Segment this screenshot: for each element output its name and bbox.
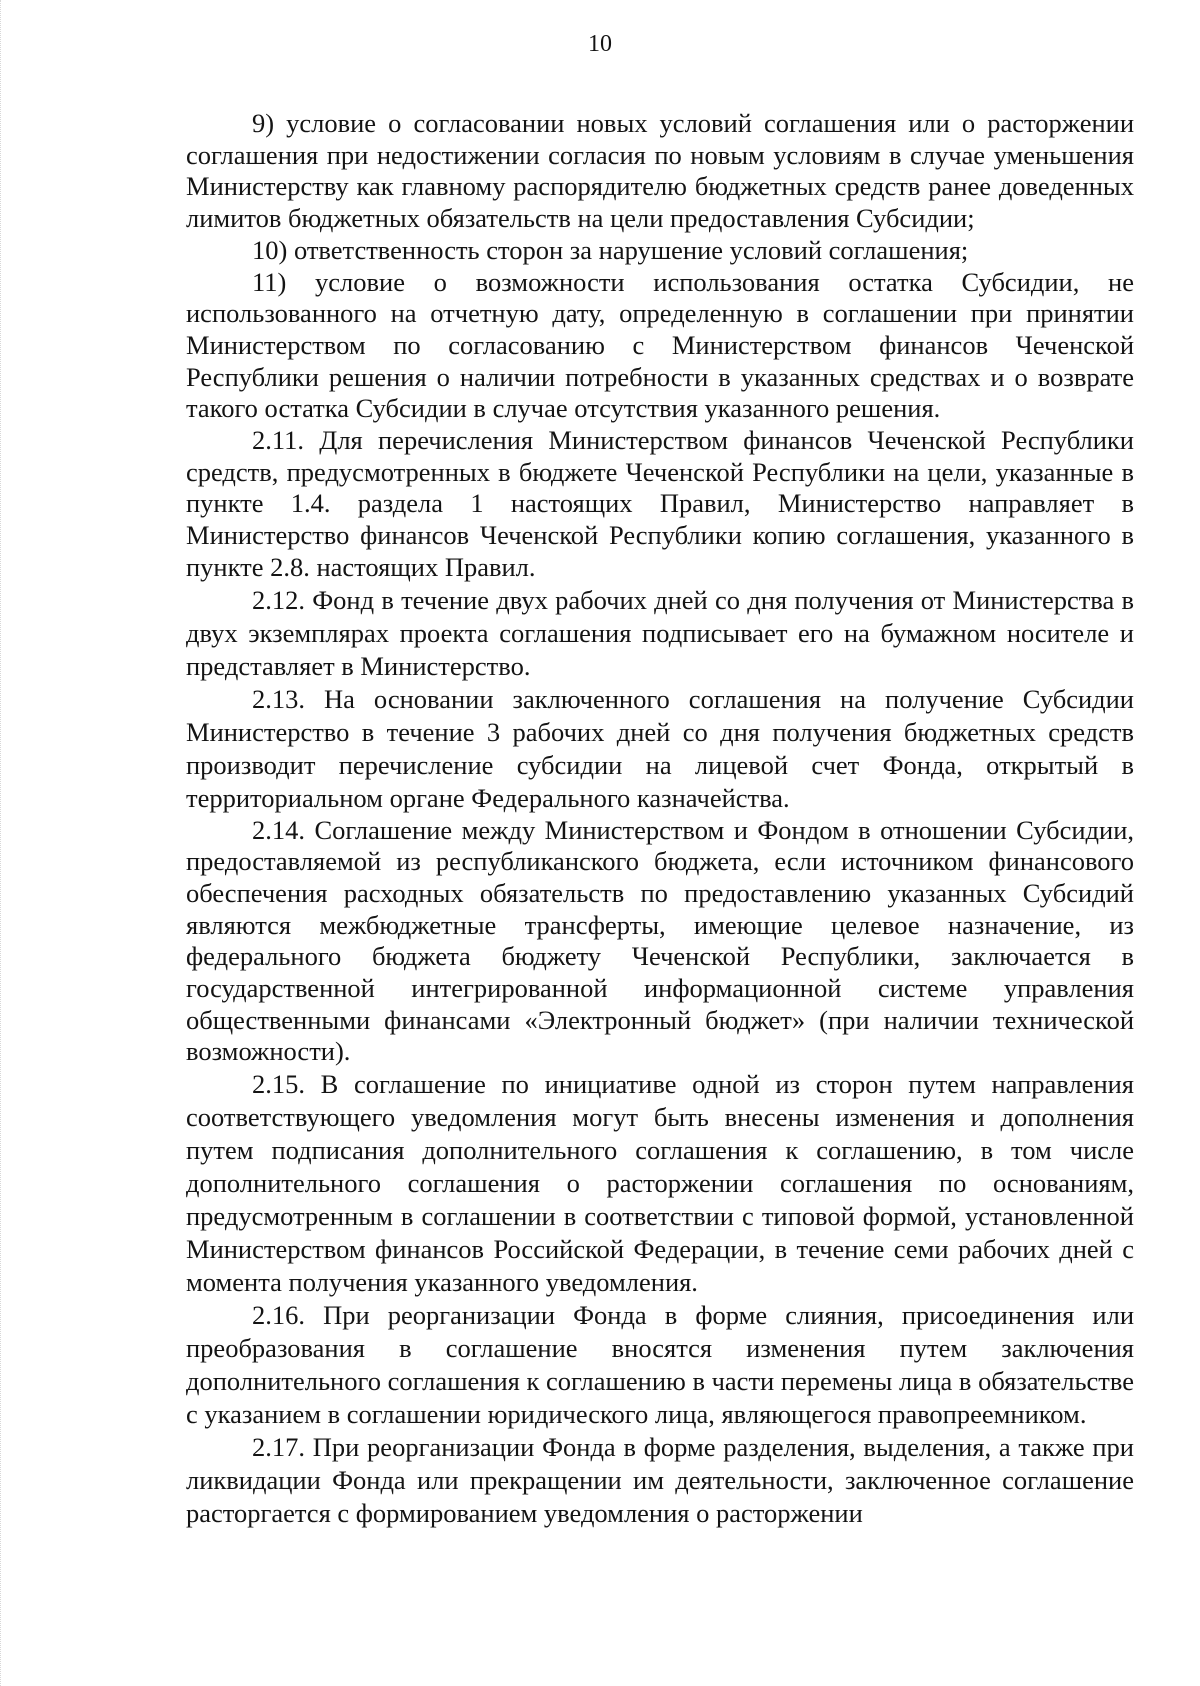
paragraph-2-15: 2.15. В соглашение по инициативе одной из сторон путем направления соответствующего уведомления могут быть внесены изменения и дополнения путем подписания дополнительного соглашения к соглашению, в том числе дополнительного соглашения о расторжении соглашения по основаниям, предусмотренным в соглашении в соответствии с типовой формой, установленной Министерством финансов Российской Федерации, в течение семи рабочих дней с момента получения указанного уведомления. [186, 1069, 1134, 1298]
paragraph-2-17: 2.17. При реорганизации Фонда в форме разделения, выделения, а также при ликвидации Фонда или прекращении им деятельности, заключенное соглашение расторгается с формированием уведомления о расторжении [186, 1432, 1134, 1529]
paragraph-2-16: 2.16. При реорганизации Фонда в форме слияния, присоединения или преобразования в соглашение вносятся изменения путем заключения дополнительного соглашения к соглашению в части перемены лица в обязательстве с указанием в соглашении юридического лица, являющегося правопреемником. [186, 1300, 1134, 1430]
page-number: 10 [588, 31, 612, 57]
paragraph-item-9: 9) условие о согласовании новых условий соглашения или о расторжении соглашения при недостижении согласия по новым условиям в случае уменьшения Министерству как главному распорядителю бюджетных средств ранее доведенных лимитов бюджетных обязательств на цели предоставления Субсидии; [186, 108, 1134, 234]
paragraph-item-11: 11) условие о возможности использования остатка Субсидии, не использованного на отчетную дату, определенную в соглашении при принятии Министерством по согласованию с Министерством финансов Чеченской Республики решения о наличии потребности в указанных средствах и о возврате такого остатка Субсидии в случае отсутствия указанного решения. [186, 266, 1134, 424]
paragraph-2-13: 2.13. На основании заключенного соглашения на получение Субсидии Министерство в течение 3 рабочих дней со дня получения бюджетных средств производит перечисление субсидии на лицевой счет Фонда, открытый в территориальном органе Федерального казначейства. [186, 683, 1134, 813]
document-body [186, 108, 1134, 1530]
paragraph-2-14: 2.14. Соглашение между Министерством и Фондом в отношении Субсидии, предоставляемой из республиканского бюджета, если источником финансового обеспечения расходных обязательств по предоставлению указанных Субсидий являются межбюджетные трансферты, имеющие целевое назначение, из федерального бюджета бюджету Чеченской Республики, заключается в государственной интегрированной информационной системе управления общественными финансами «Электронный бюджет» (при наличии технической возможности). [186, 814, 1134, 1067]
scan-edge [0, 0, 9, 1686]
paragraph-item-10: 10) ответственность сторон за нарушение условий соглашения; [252, 234, 969, 265]
paragraph-2-12: 2.12. Фонд в течение двух рабочих дней со дня получения от Министерства в двух экземплярах проекта соглашения подписывает его на бумажном носителе и представляет в Министерство. [186, 584, 1134, 681]
paragraph-2-11: 2.11. Для перечисления Министерством финансов Чеченской Республики средств, предусмотренных в бюджете Чеченской Республики на цели, указанные в пункте 1.4. раздела 1 настоящих Правил, Министерство направляет в Министерство финансов Чеченской Республики копию соглашения, указанного в пункте 2.8. настоящих Правил. [186, 425, 1134, 582]
